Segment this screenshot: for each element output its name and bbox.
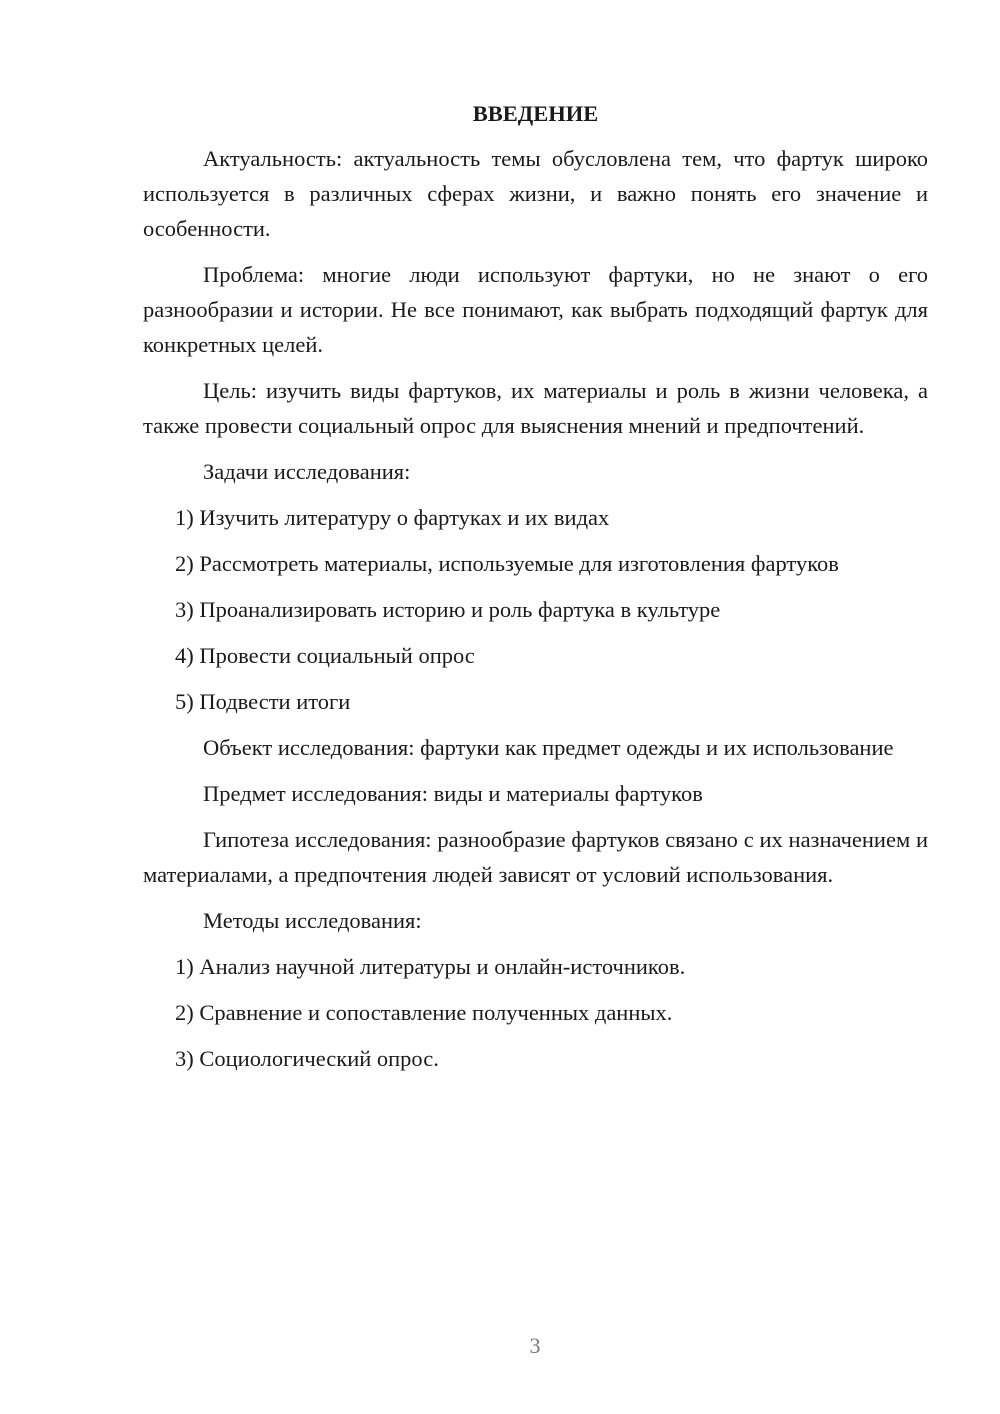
- task-item-1: 1) Изучить литературу о фартуках и их видах: [175, 505, 610, 530]
- task-item-5: 5) Подвести итоги: [175, 689, 351, 714]
- subject-line: Предмет исследования: виды и материалы фартуков: [203, 781, 703, 806]
- method-item-2: 2) Сравнение и сопоставление полученных данных.: [175, 1000, 673, 1025]
- page-content: [143, 96, 928, 1087]
- goal-paragraph: Цель: изучить виды фартуков, их материалы и роль в жизни человека, а также провести социальный опрос для выяснения мнений и предпочтений.: [143, 378, 928, 438]
- method-item-1: 1) Анализ научной литературы и онлайн-источников.: [175, 954, 686, 979]
- page-number: 3: [529, 1333, 541, 1358]
- hypothesis-paragraph: Гипотеза исследования: разнообразие фартуков связано с их назначением и материалами, а предпочтения людей зависят от условий использования.: [143, 827, 928, 887]
- task-item-3: 3) Проанализировать историю и роль фартука в культуре: [175, 597, 721, 622]
- method-item-3: 3) Социологический опрос.: [175, 1046, 439, 1071]
- task-item-2: 2) Рассмотреть материалы, используемые для изготовления фартуков: [175, 551, 839, 576]
- task-item-4: 4) Провести социальный опрос: [175, 643, 475, 668]
- tasks-heading: Задачи исследования:: [203, 459, 411, 484]
- relevance-paragraph: Актуальность: актуальность темы обусловлена тем, что фартук широко используется в различных сферах жизни, и важно понять его значение и особенности.: [143, 146, 928, 241]
- problem-paragraph: Проблема: многие люди используют фартуки, но не знают о его разнообразии и истории. Не все понимают, как выбрать подходящий фартук для конкретных целей.: [143, 262, 928, 357]
- object-paragraph: Объект исследования: фартуки как предмет одежды и их использование: [203, 735, 894, 760]
- page-title: ВВЕДЕНИЕ: [472, 101, 599, 126]
- methods-heading: Методы исследования:: [203, 908, 422, 933]
